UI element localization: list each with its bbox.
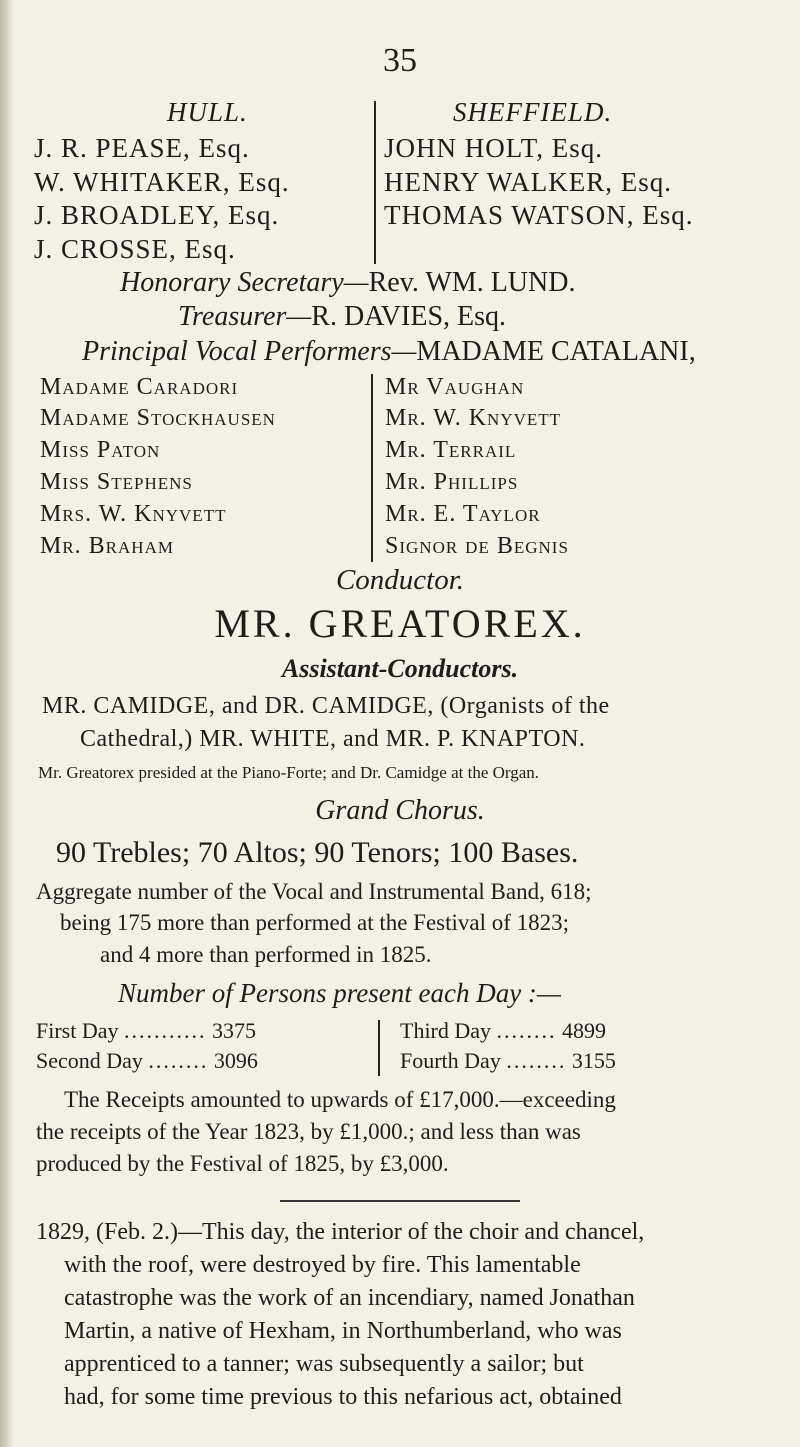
attendance-dots: ........... [124, 1018, 207, 1043]
performer-left: Miss Paton [40, 437, 161, 463]
hull-name: J. R. PEASE, Esq. [34, 133, 250, 163]
hull-heading: HULL. [167, 97, 248, 127]
attendance-row [400, 1018, 606, 1044]
secretary-name: Rev. WM. LUND. [368, 267, 576, 298]
sheffield-name: HENRY WALKER, Esq. [384, 167, 672, 197]
attendance-day: First Day [36, 1018, 119, 1043]
principal-label: Principal Vocal Performers— [82, 336, 417, 367]
performer-left: Madame Caradori [40, 374, 239, 400]
performer-right: Signor de Begnis [385, 533, 569, 559]
assistants-line: MR. CAMIDGE, and DR. CAMIDGE, (Organists of the [42, 693, 610, 719]
sheffield-heading: SHEFFIELD. [453, 97, 613, 127]
treasurer-name: R. DAVIES, Esq. [311, 301, 507, 332]
assistants-note: Mr. Greatorex presided at the Piano-Forte; and Dr. Camidge at the Organ. [38, 763, 540, 782]
attendance-row [36, 1018, 256, 1044]
fire-line: had, for some time previous to this nefarious act, obtained [64, 1384, 622, 1410]
column-divider [371, 374, 373, 562]
aggregate-line: Aggregate number of the Vocal and Instrumental Band, 618; [36, 879, 592, 904]
column-divider [374, 101, 376, 264]
secretary-label: Honorary Secretary— [120, 267, 369, 298]
conductor-name: MR. GREATOREX. [214, 601, 586, 646]
secretary-line [120, 267, 575, 299]
attendance-count: 3096 [213, 1048, 258, 1073]
attendance-day: Third Day [400, 1018, 492, 1043]
aggregate-line: and 4 more than performed in 1825. [100, 942, 432, 967]
assistants-line: Cathedral,) MR. WHITE, and MR. P. KNAPTON. [80, 726, 586, 752]
fire-line: apprenticed to a tanner; was subsequently a sailor; but [64, 1351, 584, 1377]
attendance-row [36, 1048, 258, 1074]
fire-line: with the roof, were destroyed by fire. This lamentable [64, 1252, 581, 1278]
attendance-day: Second Day [36, 1048, 143, 1073]
sheffield-name: JOHN HOLT, Esq. [384, 133, 604, 163]
attendance-count: 3375 [212, 1018, 256, 1043]
performer-right: Mr Vaughan [385, 374, 525, 400]
fire-line: 1829, (Feb. 2.)—This day, the interior of the choir and chancel, [36, 1219, 645, 1245]
hull-name: J. CROSSE, Esq. [34, 234, 236, 264]
sheffield-name: THOMAS WATSON, Esq. [384, 200, 694, 230]
attendance-day: Fourth Day [400, 1048, 501, 1073]
receipts-line: produced by the Festival of 1825, by £3,000. [36, 1151, 449, 1176]
chorus-label: Grand Chorus. [315, 795, 485, 826]
attendance-row [400, 1048, 616, 1074]
performer-right: Mr. Phillips [385, 469, 519, 495]
performer-right: Mr. Terrail [385, 437, 517, 463]
conductor-label: Conductor. [335, 564, 465, 596]
performer-left: Miss Stephens [40, 469, 193, 495]
attendance-dots: ........ [496, 1018, 557, 1043]
hull-name: W. WHITAKER, Esq. [34, 167, 290, 197]
treasurer-label: Treasurer— [178, 301, 312, 332]
page-number: 35 [383, 42, 417, 79]
principal-line [82, 336, 696, 368]
performer-right: Mr. W. Knyvett [385, 405, 562, 431]
treasurer-line [178, 301, 506, 333]
assistants-label: Assistant-Conductors. [281, 654, 519, 683]
principal-name: MADAME CATALANI, [416, 336, 696, 367]
attendance-label: Number of Persons present each Day :— [118, 978, 561, 1008]
attendance-count: 3155 [571, 1048, 616, 1073]
hull-name: J. BROADLEY, Esq. [34, 200, 280, 230]
aggregate-line: being 175 more than performed at the Festival of 1823; [60, 910, 570, 935]
column-divider [378, 1020, 380, 1076]
performer-left: Mr. Braham [40, 533, 174, 559]
performer-left: Mrs. W. Knyvett [40, 501, 227, 527]
performer-left: Madame Stockhausen [40, 405, 276, 431]
chorus-counts: 90 Trebles; 70 Altos; 90 Tenors; 100 Bases. [56, 836, 579, 869]
attendance-count: 4899 [562, 1018, 607, 1043]
receipts-line: the receipts of the Year 1823, by £1,000.; and less than was [36, 1119, 581, 1144]
attendance-dots: ........ [506, 1048, 567, 1073]
section-divider [280, 1200, 520, 1202]
attendance-dots: ........ [148, 1048, 209, 1073]
performer-right: Mr. E. Taylor [385, 501, 541, 527]
receipts-line: The Receipts amounted to upwards of £17,000.—exceeding [64, 1087, 616, 1112]
fire-line: catastrophe was the work of an incendiary, named Jonathan [64, 1285, 635, 1311]
fire-line: Martin, a native of Hexham, in Northumberland, who was [64, 1318, 622, 1344]
